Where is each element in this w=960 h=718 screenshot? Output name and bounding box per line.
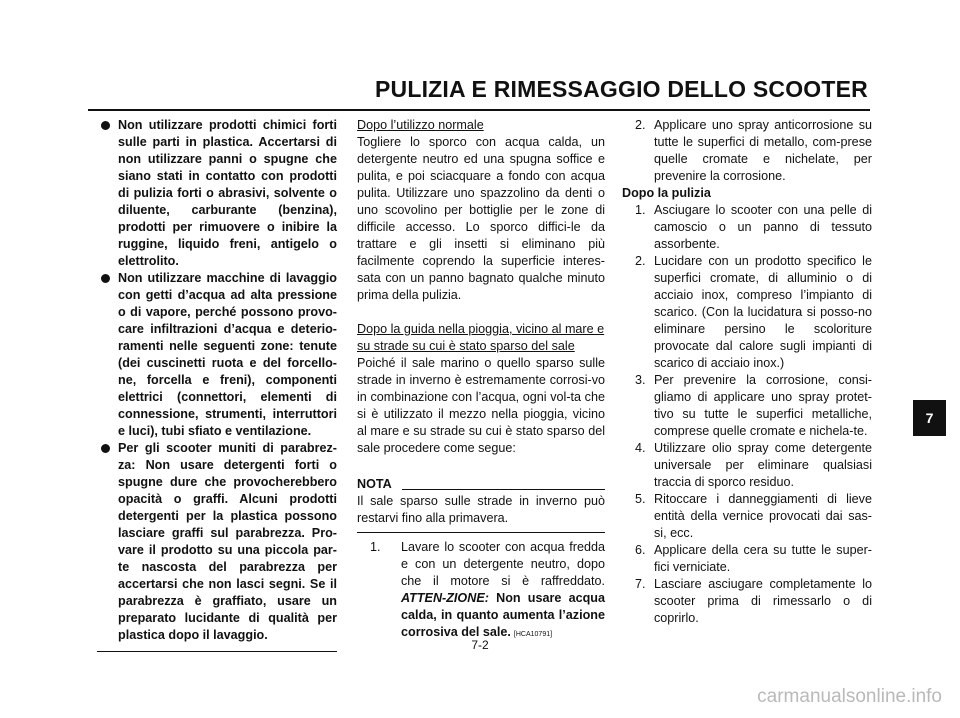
section-title-rain-sea: Dopo la guida nella pioggia, vicino al mare e su strade su cui è stato sparso del sale <box>357 322 605 353</box>
step-item: 2. Lucidare con un prodotto specifico le superfici cromate, di alluminio o di acciaio inox, compreso l’impianto di scarico. (Con la lucidatura si posso-no eliminare persino le scoloriture provocate dal calore sugli impianti di scarico di acciaio inox.) <box>635 254 872 370</box>
page-header <box>88 74 870 111</box>
step-item: 5. Ritoccare i danneggiamenti di lieve entità della vernice provocati dai sas-si, ecc. <box>635 492 872 540</box>
note-divider <box>357 532 605 533</box>
page-title: PULIZIA E RIMESSAGGIO DELLO SCOOTER <box>374 76 868 102</box>
section-text-normal-use: Togliere lo sporco con acqua calda, un detergente neutro ed una spugna soffice e pulita, e poi sciacquare a fondo con acqua pulita. Utilizzare uno spazzolino da denti o uno scovolino per bottiglie per le zone di difficile accesso. Lo sporco diffici-le da trattare e gli insetti si eliminano più facilmente coprendo la superficie interes-sata con un panno bagnato qualche minuto prima della pulizia. <box>357 135 605 302</box>
note-header <box>357 476 605 493</box>
bullet-dot-icon <box>101 121 110 130</box>
chapter-tab: 7 <box>913 400 946 436</box>
step-item: 2. Applicare uno spray anticorrosione su tutte le superfici di metallo, com-prese quelle cromate e nichelate, per prevenire la corrosione. <box>635 118 872 183</box>
bullet-item: Per gli scooter muniti di parabrez-za: Non usare detergenti forti o spugne dure che provocherebbero opacità o graffi. Alcuni prodotti detergenti per la plastica possono lasciare graffi sul parabrezza. Pro-vare il prodotto su una piccola par-te nascosta del parabrezza per accertarsi che non lasci segni. Se il parabrezza è graffiato, usare un preparato lucidante di qualità per plastica dopo il lavaggio. <box>97 440 337 644</box>
bullet-dot-icon <box>101 444 110 453</box>
step-item: 4. Utilizzare olio spray come detergente universale per eliminare qualsiasi traccia di sporco residuo. <box>635 441 872 489</box>
step-item: 3. Per prevenire la corrosione, consi-gliamo di applicare uno spray protet-tivo su tutte le superfici metalliche, comprese quelle cromate e nichela-te. <box>635 373 872 438</box>
attention-label: ATTEN-ZIONE: <box>401 591 489 605</box>
step-item: 1. Asciugare lo scooter con una pelle di camoscio o un panno di tessuto assorbente. <box>635 203 872 251</box>
bullet-item: Non utilizzare prodotti chimici forti sulle parti in plastica. Accertarsi di non utilizzare panni o spugne che siano stati in contatto con prodotti di pulizia forti o abrasivi, solvente o diluente, carburante (benzina), prodotti per rimuovere o inibire la ruggine, liquido freni, antigelo o elettrolito. <box>97 117 337 270</box>
column-middle <box>357 117 605 643</box>
section-title-normal-use: Dopo l’utilizzo normale <box>357 118 484 132</box>
page-number: 7-2 <box>471 638 489 652</box>
section-text-rain-sea: Poiché il sale marino o quello sparso sulle strade in inverno è estremamente corrosi-vo in combinazione con l’acqua, ogni vol-ta che si è utilizzato il mezzo nella pioggia, vicino al mare e su strade su cui è stato sparso del sale procedere come segue: <box>357 356 605 455</box>
column-left <box>97 117 337 652</box>
bullet-item: Non utilizzare macchine di lavaggio con getti d’acqua ad alta pressione o di vapore, perché possono provo-care infiltrazioni d’acqua e deterio-ramenti nelle seguenti zone: tenute (dei cuscinetti ruota e del forcello-ne, forcella e freni), componenti elettrici (connettori, elementi di connessione, strumenti, interruttori e luci), tubi sfiato e ventilazione. <box>97 270 337 440</box>
column-right <box>622 117 872 627</box>
step-item: 1. Lavare lo scooter con acqua fredda e con un detergente neutro, dopo che il motore si è raffreddato. ATTEN-ZIONE: Non usare acqua calda, in quanto aumenta l’azione corrosiva del sale. [HCA10791] <box>370 540 606 639</box>
bullet-dot-icon <box>101 274 110 283</box>
step-item: 6. Applicare della cera su tutte le super-fici verniciate. <box>635 543 872 574</box>
section-title-after-cleaning: Dopo la pulizia <box>622 186 711 200</box>
note-label: NOTA <box>357 477 392 491</box>
reference-code: [HCA10791] <box>513 631 553 638</box>
attention-text: Non usare acqua calda, in quanto aumenta l’azione corrosiva del sale. <box>401 591 606 639</box>
step-item: 7. Lasciare asciugare completamente lo scooter prima di rimessarlo o di coprirlo. <box>635 577 872 625</box>
note-text: Il sale sparso sulle strade in inverno può restarvi fino alla primavera. <box>357 494 605 525</box>
watermark: carmanualsonline.info <box>757 686 942 707</box>
